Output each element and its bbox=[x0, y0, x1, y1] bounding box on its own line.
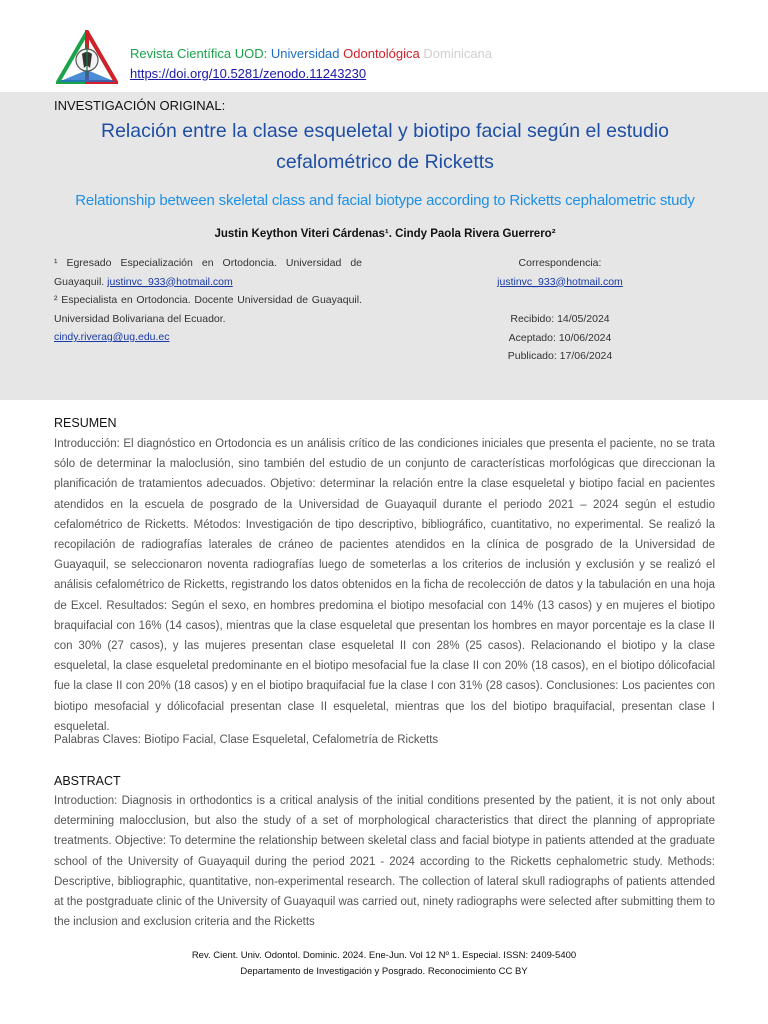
footer-citation: Rev. Cient. Univ. Odontol. Dominic. 2024. Ene-Jun. Vol 12 Nº 1. Especial. ISSN: 2409-5400 bbox=[191, 950, 577, 961]
received-date: Recibido: 14/05/2024 bbox=[510, 313, 610, 325]
affiliations bbox=[54, 254, 362, 347]
correspondence bbox=[470, 254, 650, 291]
article-authors: Justin Keython Viteri Cárdenas¹. Cindy Paola Rivera Guerrero² bbox=[214, 228, 556, 240]
article-title-es: Relación entre la clase esqueletal y biotipo facial según el estudio cefalométrico de Ricketts bbox=[100, 120, 670, 173]
email-2-link[interactable]: cindy.riverag@ug.edu.ec bbox=[54, 331, 170, 343]
resumen-text: Introducción: El diagnóstico en Ortodoncia es un análisis crítico de las condiciones iniciales que presenta el paciente, no se trata sólo de determinar la maloclusión, sino también del estudio de un conjunto de características morfológicas que direccionan la planificación de tratamientos adecuados. Objetivo: determinar la relación entre la clase esqueletal y biotipo facial en pacientes atendidos en la escuela de posgrado de la Universidad de Guayaquil durante el periodo 2021 – 2024 según el estudio cefalométrico de Ricketts. Métodos: Investigación de tipo descriptivo, bibliográfico, cuantitativo, no experimental. Se realizó la recopilación de radiografías laterales de cráneo de pacientes atendidos en la clínica de posgrado de la Universidad de Guayaquil, se seleccionaron noventa radiografías luego de someterlas a los criterios de inclusión y exclusión y se realizó el análisis cefalométrico de Ricketts, registrando los datos obtenidos en la ficha de recolección de datos y la tabulación en una hoja de Excel. Resultados: Según el sexo, en hombres predomina el biotipo mesofacial con 14% (13 casos) y en mujeres el biotipo braquifacial con 16% (14 casos), mientras que la clase esqueletal que presentan los hombres en mayor porcentaje es la clase II con 30% (27 casos), y las mujeres presentan clase esqueletal II con 28% (25 casos). Relacionando el biotipo y la clase esqueletal, la clase esqueletal predominante en el biotipo mesofacial fue la clase II con 20% (18 casos), en el biotipo dólicofacial fue la clase II con 20% (18 casos) y en el biotipo braquifacial fue la clase I con 31% (28 casos). Conclusiones: Los pacientes con biotipo mesofacial y dólicofacial presentan clase II esqueletal, mientras que los del biotipo braquifacial, presentan clase I esqueletal. bbox=[54, 438, 715, 733]
doi-link[interactable]: https://doi.org/10.5281/zenodo.11243230 bbox=[130, 66, 367, 81]
email-1-link[interactable]: justinvc_933@hotmail.com bbox=[107, 275, 233, 288]
affiliation-1: ¹ Egresado Especialización en Ortodoncia. Universidad de Guayaquil. bbox=[54, 257, 362, 288]
article-type: INVESTIGACIÓN ORIGINAL: bbox=[54, 98, 226, 113]
article-dates bbox=[470, 310, 650, 366]
resumen-heading: RESUMEN bbox=[54, 416, 117, 430]
correspondence-label: Correspondencia: bbox=[518, 257, 602, 269]
journal-name-part2: Universidad bbox=[270, 46, 344, 61]
published-date: Publicado: 17/06/2024 bbox=[507, 350, 613, 362]
correspondence-email-link[interactable]: justinvc_933@hotmail.com bbox=[497, 275, 623, 288]
journal-name-part4: Dominicana bbox=[423, 46, 493, 61]
journal-name-part1: Revista Científica UOD: bbox=[130, 46, 271, 61]
journal-name bbox=[130, 46, 492, 62]
journal-logo bbox=[56, 30, 118, 86]
journal-name-part3: Odontológica bbox=[343, 46, 424, 61]
keywords: Palabras Claves: Biotipo Facial, Clase Esqueletal, Cefalometría de Ricketts bbox=[54, 734, 439, 746]
abstract-text: Introduction: Diagnosis in orthodontics is a critical analysis of the initial conditions presented by the patient, it is not only about determining malocclusion, but also the study of a set of morphological characteristics that direct the planning of appropriate treatments. Objective: To determine the relationship between skeletal class and facial biotype in patients attended at the graduate school of the University of Guayaquil during the period 2021 - 2024 according to the Ricketts cephalometric study. Methods: Descriptive, bibliographic, quantitative, non-experimental research. The collection of lateral skull radiographs of patients attended at the postgraduate clinic of the University of Guayaquil was carried out, ninety radiographs were selected after submitting them to the inclusion and exclusion criteria and the Ricketts bbox=[54, 795, 715, 929]
accepted-date: Aceptado: 10/06/2024 bbox=[508, 331, 612, 344]
footer-department: Departamento de Investigación y Posgrado. Reconocimiento CC BY bbox=[240, 966, 528, 977]
article-title-en: Relationship between skeletal class and facial biotype according to Ricketts cephalometric study bbox=[75, 192, 695, 209]
abstract-heading: ABSTRACT bbox=[54, 774, 121, 788]
affiliation-2: ² Especialista en Ortodoncia. Docente Universidad de Guayaquil. Universidad Bolivariana del Ecuador. bbox=[54, 294, 362, 325]
